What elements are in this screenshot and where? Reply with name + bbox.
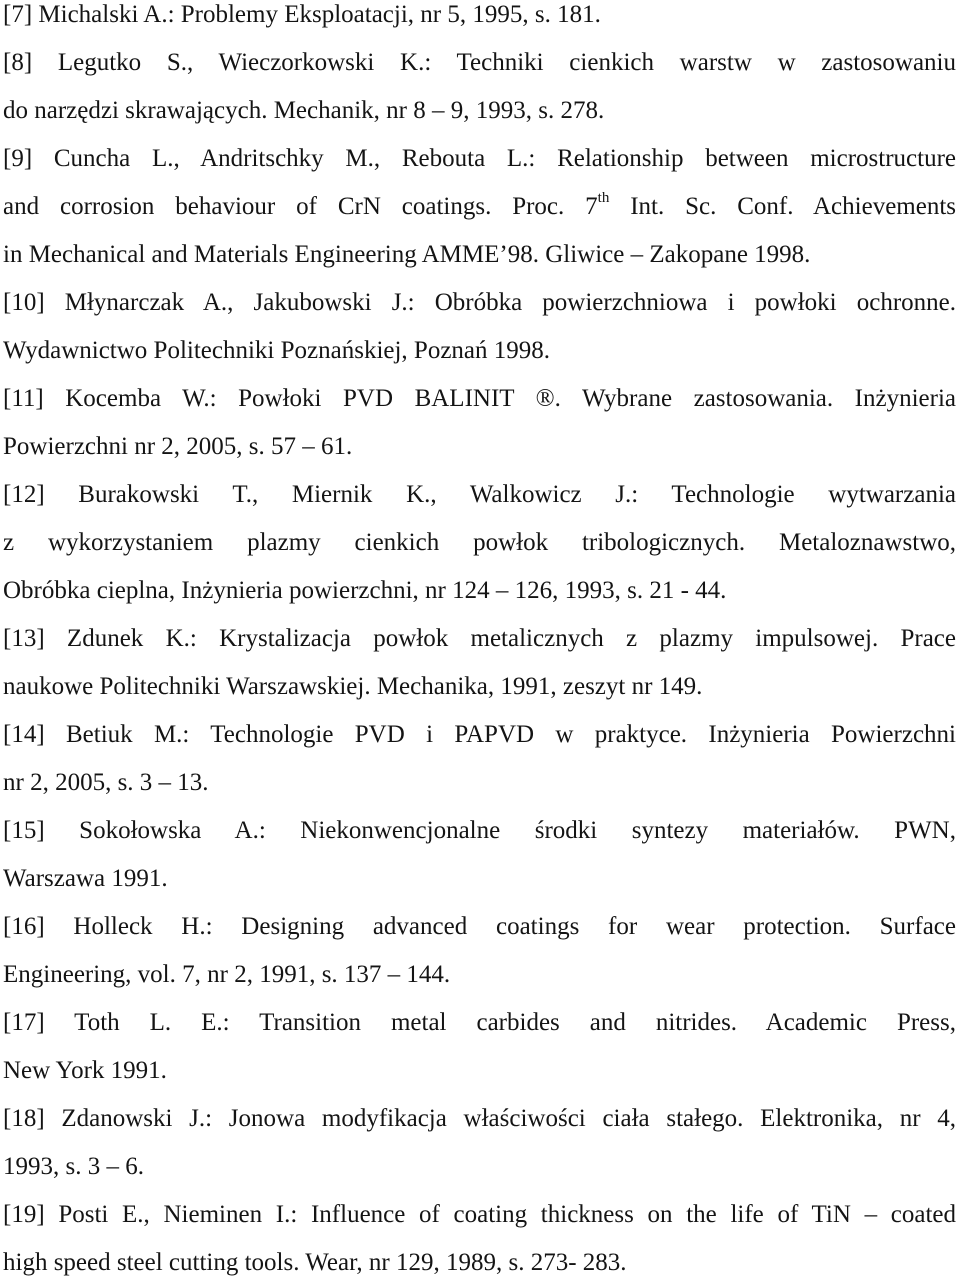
reference-11-line-2: Powierzchni nr 2, 2005, s. 57 – 61.	[3, 433, 353, 460]
reference-8-line-2: do narzędzi skrawających. Mechanik, nr 8 – 9, 1993, s. 278.	[3, 97, 605, 124]
reference-17-line-1: [17] Toth L. E.: Transition metal carbides and nitrides. Academic Press,	[3, 1009, 956, 1036]
reference-12-line-1: [12] Burakowski T., Miernik K., Walkowicz J.: Technologie wytwarzania	[3, 481, 956, 508]
reference-13-line-1: [13] Zdunek K.: Krystalizacja powłok metalicznych z plazmy impulsowej. Prace	[3, 625, 956, 652]
reference-10-line-1: [10] Młynarczak A., Jakubowski J.: Obróbka powierzchniowa i powłoki ochronne.	[3, 289, 956, 316]
reference-9-line-2-part-1: and corrosion behaviour of CrN coatings. Proc. 7	[3, 193, 598, 220]
reference-10-line-2: Wydawnictwo Politechniki Poznańskiej, Poznań 1998.	[3, 337, 551, 364]
reference-12-line-3: Obróbka cieplna, Inżynieria powierzchni, nr 124 – 126, 1993, s. 21 - 44.	[3, 577, 727, 604]
reference-15-line-1: [15] Sokołowska A.: Niekonwencjonalne środki syntezy materiałów. PWN,	[3, 817, 956, 844]
reference-18-line-2: 1993, s. 3 – 6.	[3, 1153, 144, 1180]
reference-14-line-1: [14] Betiuk M.: Technologie PVD i PAPVD w praktyce. Inżynieria Powierzchni	[3, 721, 956, 748]
reference-17-line-2: New York 1991.	[3, 1057, 167, 1084]
reference-12-line-2: z wykorzystaniem plazmy cienkich powłok tribologicznych. Metaloznawstwo,	[3, 529, 956, 556]
reference-15-line-2: Warszawa 1991.	[3, 865, 168, 892]
reference-14-line-2: nr 2, 2005, s. 3 – 13.	[3, 769, 209, 796]
reference-11-line-1: [11] Kocemba W.: Powłoki PVD BALINIT ®. Wybrane zastosowania. Inżynieria	[3, 385, 956, 412]
reference-9-line-3: in Mechanical and Materials Engineering AMME’98. Gliwice – Zakopane 1998.	[3, 241, 811, 268]
reference-9-line-2	[3, 189, 957, 222]
reference-9-line-1: [9] Cuncha L., Andritschky M., Rebouta L.: Relationship between microstructure	[3, 145, 956, 172]
reference-7-line-1: [7] Michalski A.: Problemy Eksploatacji, nr 5, 1995, s. 181.	[3, 1, 601, 28]
reference-13-line-2: naukowe Politechniki Warszawskiej. Mechanika, 1991, zeszyt nr 149.	[3, 673, 703, 700]
reference-16-line-1: [16] Holleck H.: Designing advanced coatings for wear protection. Surface	[3, 913, 956, 940]
reference-19-line-1: [19] Posti E., Nieminen I.: Influence of coating thickness on the life of TiN – coated	[3, 1201, 956, 1228]
reference-9-line-2-part-2: Int. Sc. Conf. Achievements	[630, 193, 957, 220]
reference-8-line-1: [8] Legutko S., Wieczorkowski K.: Techniki cienkich warstw w zastosowaniu	[3, 49, 956, 76]
reference-16-line-2: Engineering, vol. 7, nr 2, 1991, s. 137 – 144.	[3, 961, 451, 988]
reference-19-line-2: high speed steel cutting tools. Wear, nr 129, 1989, s. 273- 283.	[3, 1249, 627, 1276]
ordinal-suffix: th	[597, 189, 610, 206]
reference-18-line-1: [18] Zdanowski J.: Jonowa modyfikacja właściwości ciała stałego. Elektronika, nr 4,	[3, 1105, 956, 1132]
